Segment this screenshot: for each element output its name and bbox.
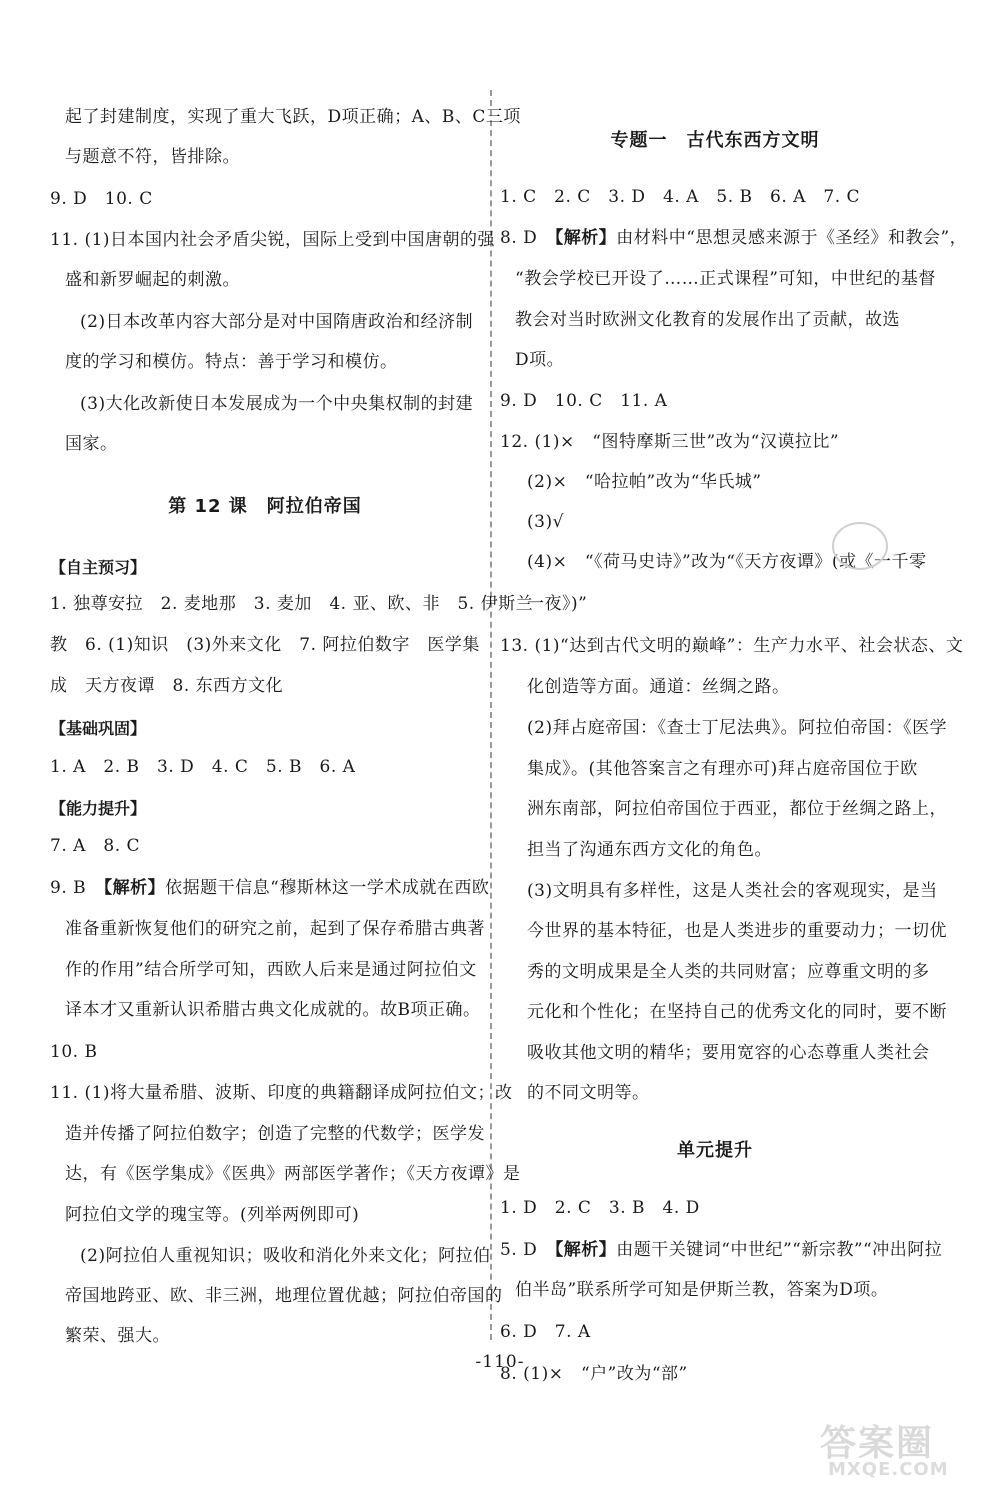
text-line: (2)阿拉伯人重视知识；吸收和消化外来文化；阿拉伯 (80, 1246, 491, 1266)
text-line: 准备重新恢复他们的研究之前，起到了保存希腊古典著 (65, 919, 485, 939)
text-line: 教会对当时欧洲文化教育的发展作出了贡献，故选 (515, 310, 900, 330)
text-line: (2)日本改革内容大部分是对中国隋唐政治和经济制 (80, 312, 474, 332)
watermark-url: MXQE.COM (828, 1459, 949, 1480)
analysis-line (500, 226, 967, 250)
analysis-text: 依据题干信息“穆斯林这一学术成就在西欧 (165, 878, 490, 898)
text-line: 元化和个性化；在坚持自己的优秀文化的同时，要不断 (527, 1002, 947, 1022)
text-line: 度的学习和模仿。特点：善于学习和模仿。 (65, 352, 398, 372)
text-line: 造并传播了阿拉伯数字；创造了完整的代数学；医学发 (65, 1124, 485, 1144)
analysis-tag: 【解析】 (554, 1240, 617, 1260)
text-line: 作的作用”结合所学可知，西欧人后来是通过阿拉伯文 (65, 960, 477, 980)
text-line: 译本才又重新认识希腊古典文化成就的。故B项正确。 (65, 1000, 481, 1020)
answer-line: 12. (1)× “图特摩斯三世”改为“汉谟拉比” (500, 432, 840, 452)
answer-line: 1. A 2. B 3. D 4. C 5. B 6. A (50, 757, 356, 777)
watermark-logo: 答案圈 (820, 1423, 935, 1464)
text-line: 国家。 (65, 434, 118, 454)
answer-line: 1. C 2. C 3. D 4. A 5. B 6. A 7. C (500, 187, 861, 207)
topic-title: 专题一 古代东西方文明 (610, 130, 820, 151)
text-line: 集成》。(其他答案言之有理亦可)拜占庭帝国位于欧 (527, 759, 918, 779)
text-line: (3)√ (527, 512, 564, 532)
text-line: 今世界的基本特征，也是人类进步的重要动力；一切优 (527, 921, 947, 941)
site-watermark (820, 1415, 990, 1485)
text-line: 伯半岛”联系所学可知是伊斯兰教，答案为D项。 (515, 1280, 889, 1300)
analysis-tag: 【解析】 (554, 228, 617, 248)
stamp-watermark (832, 522, 888, 570)
answer-line: 11. (1)日本国内社会矛盾尖锐，国际上受到中国唐朝的强 (50, 230, 496, 250)
analysis-line (50, 876, 489, 900)
answer-number: 9. B (50, 878, 104, 898)
answer-line: 7. A 8. C (50, 836, 141, 856)
text-line: 一夜》)” (527, 594, 588, 614)
text-line: (3)大化改新使日本发展成为一个中央集权制的封建 (80, 394, 474, 414)
text-line: 吸收其他文明的精华；要用宽容的心态尊重人类社会 (527, 1043, 930, 1063)
text-line: 化创造等方面。通道：丝绸之路。 (527, 677, 790, 697)
text-line: D项。 (515, 350, 565, 370)
answer-line: 11. (1)将大量希腊、波斯、印度的典籍翻译成阿拉伯文；改 (50, 1083, 513, 1103)
answer-line: 1. D 2. C 3. B 4. D (500, 1198, 700, 1218)
text-line: 担当了沟通东西方文化的角色。 (527, 840, 772, 860)
answer-line: 9. D 10. C 11. A (500, 391, 668, 411)
text-line: 的不同文明等。 (527, 1083, 650, 1103)
text-line: 帝国地跨亚、欧、非三洲，地理位置优越；阿拉伯帝国的 (65, 1286, 503, 1306)
text-line: 起了封建制度，实现了重大飞跃，D项正确；A、B、C三项 (65, 107, 521, 127)
text-line: (2)拜占庭帝国：《查士丁尼法典》。阿拉伯帝国：《医学 (527, 718, 948, 738)
analysis-text: 由题干关键词“中世纪”“新宗教”“冲出阿拉 (616, 1240, 943, 1260)
text-line: 秀的文明成果是全人类的共同财富；应尊重文明的多 (527, 962, 930, 982)
analysis-text: 由材料中“思想灵感来源于《圣经》和教会”， (616, 228, 968, 248)
answer-number: 8. D (500, 228, 555, 248)
answer-line: 13. (1)“达到古代文明的巅峰”：生产力水平、社会状态、文 (500, 636, 964, 656)
answer-line: 1. 独尊安拉 2. 麦地那 3. 麦加 4. 亚、欧、非 5. 伊斯兰 (50, 594, 534, 614)
column-divider (490, 90, 492, 1340)
answer-number: 5. D (500, 1240, 555, 1260)
text-line: 洲东南部，阿拉伯帝国位于西亚，都位于丝绸之路上， (527, 799, 947, 819)
text-line: 与题意不符，皆排除。 (65, 147, 240, 167)
text-line: (4)× “《荷马史诗》”改为“《天方夜谭》(或《一千零 (527, 552, 927, 572)
text-line: 教 6. (1)知识 (3)外来文化 7. 阿拉伯数字 医学集 (50, 635, 480, 655)
answer-line: 6. D 7. A (500, 1322, 591, 1342)
answer-line: 9. D 10. C (50, 189, 153, 209)
text-line: 盛和新罗崛起的刺激。 (65, 270, 240, 290)
lesson-title: 第 12 课 阿拉伯帝国 (168, 496, 362, 517)
text-line: 达，有《医学集成》《医典》两部医学著作；《天方夜谭》是 (65, 1164, 521, 1184)
section-label: 【基础巩固】 (50, 719, 147, 738)
text-line: 繁荣、强大。 (65, 1326, 170, 1346)
unit-title: 单元提升 (677, 1140, 753, 1161)
answer-line: 8. (1)× “户”改为“部” (500, 1364, 688, 1384)
answer-line: 10. B (50, 1042, 98, 1062)
analysis-tag: 【解析】 (103, 878, 166, 898)
section-label: 【自主预习】 (50, 558, 147, 577)
text-line: (3)文明具有多样性，这是人类社会的客观现实，是当 (527, 881, 938, 901)
analysis-line (500, 1238, 942, 1262)
text-line: (2)× “哈拉帕”改为“华氏城” (527, 472, 762, 492)
page-number: -110- (475, 1352, 525, 1372)
section-label: 【能力提升】 (50, 799, 147, 818)
text-line: 阿拉伯文学的瑰宝等。(列举两例即可) (65, 1205, 360, 1225)
text-line: “教会学校已开设了……正式课程”可知，中世纪的基督 (515, 269, 936, 289)
text-line: 成 天方夜谭 8. 东西方文化 (50, 676, 284, 696)
